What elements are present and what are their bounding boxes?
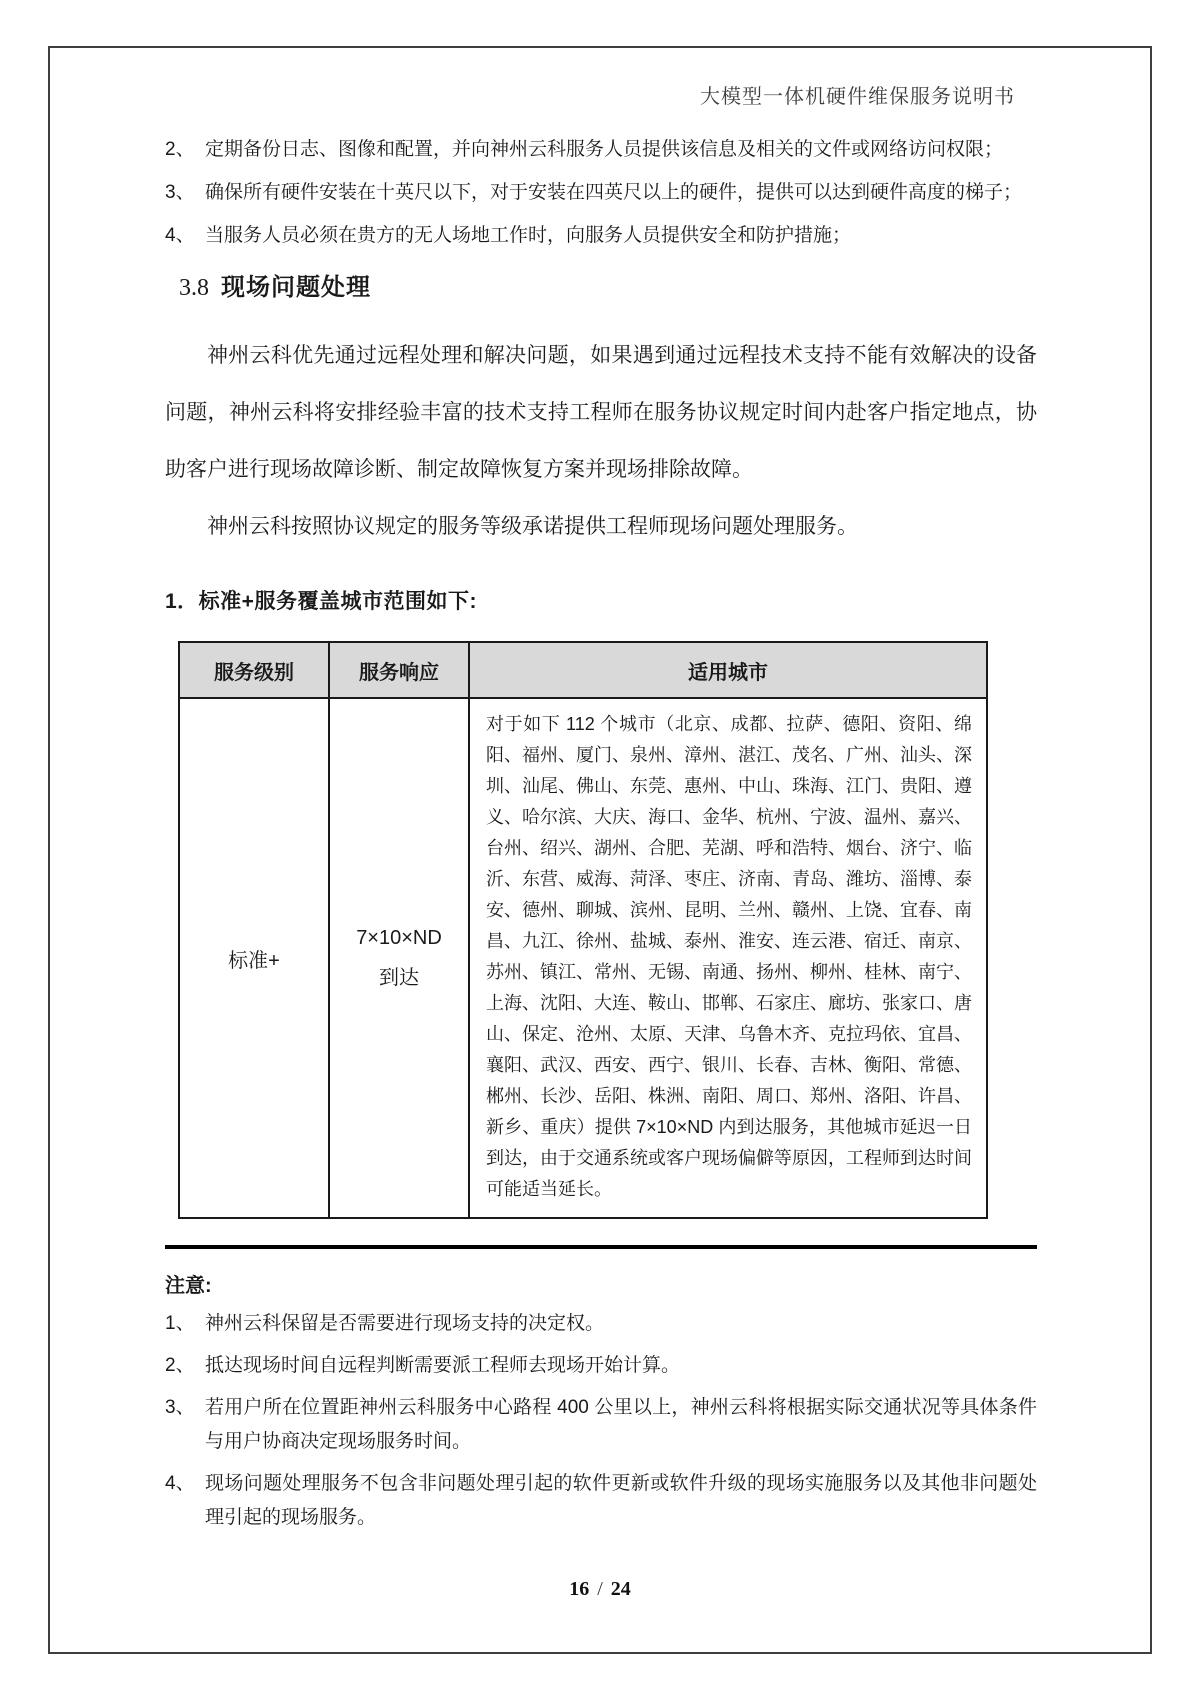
- note-number: 1、: [165, 1313, 195, 1334]
- note-item: [165, 1307, 1037, 1341]
- list-item-text: 确保所有硬件安装在十英尺以下，对于安装在四英尺以上的硬件，提供可以达到硬件高度的梯子；: [205, 182, 1023, 203]
- note-number: 3、: [165, 1397, 195, 1418]
- table-header-applicable-cities: 适用城市: [469, 642, 987, 698]
- coverage-subheading: 1．标准+服务覆盖城市范围如下:: [165, 590, 477, 613]
- page-total: 24: [610, 1578, 631, 1600]
- list-item-number: 4、: [165, 225, 195, 246]
- note-item: [165, 1467, 1037, 1535]
- list-item: [165, 224, 1037, 247]
- list-item-number: 3、: [165, 182, 195, 203]
- list-item-number: 2、: [165, 139, 195, 160]
- note-number: 2、: [165, 1355, 195, 1376]
- section-heading: [179, 267, 1037, 301]
- body-paragraph: 神州云科按照协议规定的服务等级承诺提供工程师现场问题处理服务。: [207, 515, 858, 538]
- service-coverage-table: [178, 641, 988, 1219]
- body-paragraph: 神州云科优先通过远程处理和解决问题，如果遇到通过远程技术支持不能有效解决的设备问题，神州云科将安排经验丰富的技术支持工程师在服务协议规定时间内赴客户指定地点，协助客户进行现场故障诊断、制定故障恢复方案并现场排除故障。: [165, 344, 1037, 481]
- notice-divider: [165, 1245, 1037, 1249]
- service-response-line1: 7×10×ND: [356, 927, 442, 949]
- service-response-line2: 到达: [379, 967, 419, 989]
- table-header-service-response: 服务响应: [329, 642, 469, 698]
- note-text: 若用户所在位置距神州云科服务中心路程 400 公里以上，神州云科将根据实际交通状况等具体条件与用户协商决定现场服务时间。: [205, 1397, 1037, 1452]
- page-number: 16: [569, 1578, 590, 1600]
- page-number-separator: /: [597, 1578, 603, 1600]
- notice-label: 注意:: [165, 1275, 212, 1297]
- service-level-cell: 标准+: [179, 698, 329, 1218]
- applicable-cities-cell: 对于如下 112 个城市（北京、成都、拉萨、德阳、资阳、绵阳、福州、厦门、泉州、漳州、湛江、茂名、广州、汕头、深圳、汕尾、佛山、东莞、惠州、中山、珠海、江门、贵阳、遵义、哈尔滨、大庆、海口、金华、杭州、宁波、温州、嘉兴、台州、绍兴、湖州、合肥、芜湖、呼和浩特、烟台、济宁、临沂、东营、威海、菏泽、枣庄、济南、青岛、潍坊、淄博、泰安、德州、聊城、滨州、昆明、兰州、赣州、上饶、宜春、南昌、九江、徐州、盐城、泰州、淮安、连云港、宿迁、南京、苏州、镇江、常州、无锡、南通、扬州、柳州、桂林、南宁、上海、沈阳、大连、鞍山、邯郸、石家庄、廊坊、张家口、唐山、保定、沧州、太原、天津、乌鲁木齐、克拉玛依、宜昌、襄阳、武汉、西安、西宁、银川、长春、吉林、衡阳、常德、郴州、长沙、岳阳、株洲、南阳、周口、郑州、洛阳、许昌、新乡、重庆）提供 7×10×ND 内到达服务，其他城市延迟一日到达，由于交通系统或客户现场偏僻等原因，工程师到达时间可能适当延长。: [469, 698, 987, 1218]
- note-item: [165, 1349, 1037, 1383]
- note-text: 神州云科保留是否需要进行现场支持的决定权。: [205, 1313, 605, 1334]
- list-item: [165, 138, 1037, 161]
- section-number: 3.8: [179, 275, 209, 301]
- table-header-row: [179, 642, 987, 698]
- note-text: 抵达现场时间自远程判断需要派工程师去现场开始计算。: [205, 1355, 681, 1376]
- table-row: [179, 698, 987, 1218]
- document-header-title: 大模型一体机硬件维保服务说明书: [700, 86, 1015, 108]
- note-item: [165, 1391, 1037, 1459]
- table-header-service-level: 服务级别: [179, 642, 329, 698]
- section-title: 现场问题处理: [221, 274, 371, 301]
- list-item-text: 定期备份日志、图像和配置，并向神州云科服务人员提供该信息及相关的文件或网络访问权限；: [205, 139, 1004, 160]
- page-footer: [0, 1578, 1200, 1601]
- list-item-text: 当服务人员必须在贵方的无人场地工作时，向服务人员提供安全和防护措施；: [205, 225, 852, 246]
- notice-list: [165, 1307, 1037, 1535]
- note-text: 现场问题处理服务不包含非问题处理引起的软件更新或软件升级的现场实施服务以及其他非问题处理引起的现场服务。: [205, 1473, 1037, 1528]
- service-response-cell: [329, 698, 469, 1218]
- page-content: [165, 138, 1037, 1535]
- list-item: [165, 181, 1037, 204]
- obligation-list: [165, 138, 1037, 247]
- note-number: 4、: [165, 1473, 195, 1494]
